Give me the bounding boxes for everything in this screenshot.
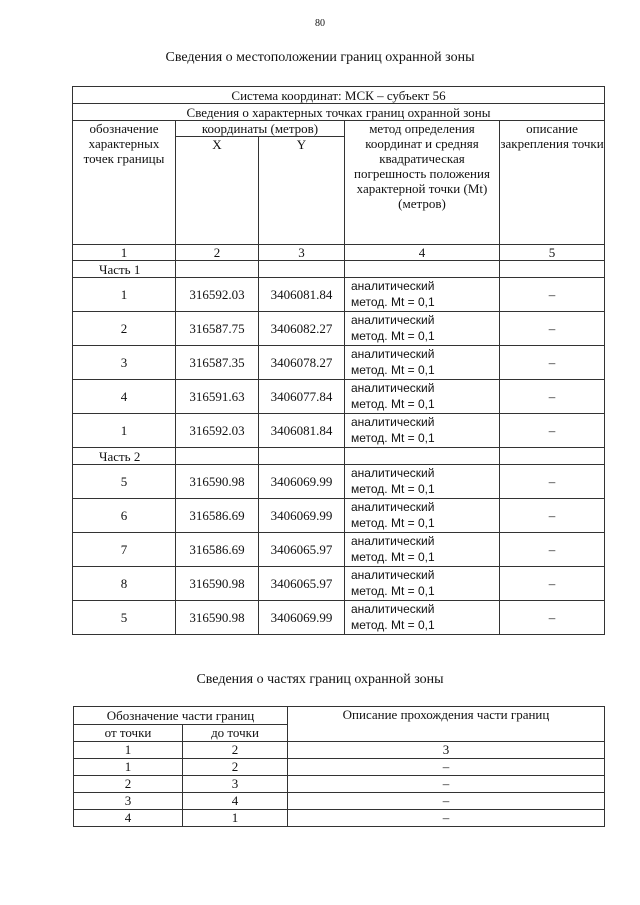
method-line1: аналитический bbox=[351, 602, 435, 616]
point-number: 2 bbox=[73, 312, 176, 346]
point-number: 1 bbox=[73, 414, 176, 448]
empty-cell bbox=[176, 261, 259, 278]
point-number: 5 bbox=[73, 601, 176, 635]
header-part: Обозначение части границ bbox=[74, 707, 288, 725]
header-coords: координаты (метров) bbox=[176, 121, 345, 137]
y-coordinate: 3406082.27 bbox=[259, 312, 345, 346]
header-fixing: описание закрепления точки bbox=[500, 121, 605, 245]
part-description: – bbox=[288, 793, 605, 810]
fixing-description: – bbox=[500, 380, 605, 414]
column-number: 1 bbox=[74, 742, 183, 759]
point-number: 6 bbox=[73, 499, 176, 533]
column-number: 4 bbox=[345, 245, 500, 261]
method-line2: метод. Mt = 0,1 bbox=[351, 363, 435, 377]
part-label: Часть 2 bbox=[73, 448, 176, 465]
empty-cell bbox=[259, 448, 345, 465]
method-cell bbox=[345, 601, 500, 635]
to-point: 1 bbox=[183, 810, 288, 827]
header-x: X bbox=[176, 137, 259, 245]
part-row bbox=[73, 448, 605, 465]
x-coordinate: 316590.98 bbox=[176, 567, 259, 601]
method-cell bbox=[345, 499, 500, 533]
x-coordinate: 316590.98 bbox=[176, 465, 259, 499]
boundary-points-table bbox=[72, 86, 605, 635]
method-line2: метод. Mt = 0,1 bbox=[351, 482, 435, 496]
point-number: 7 bbox=[73, 533, 176, 567]
y-coordinate: 3406069.99 bbox=[259, 499, 345, 533]
y-coordinate: 3406065.97 bbox=[259, 567, 345, 601]
table-row bbox=[74, 759, 605, 776]
table-row bbox=[73, 533, 605, 567]
to-point: 4 bbox=[183, 793, 288, 810]
method-line2: метод. Mt = 0,1 bbox=[351, 550, 435, 564]
x-coordinate: 316592.03 bbox=[176, 278, 259, 312]
from-point: 3 bbox=[74, 793, 183, 810]
x-coordinate: 316587.35 bbox=[176, 346, 259, 380]
x-coordinate: 316590.98 bbox=[176, 601, 259, 635]
part-description: – bbox=[288, 810, 605, 827]
point-number: 4 bbox=[73, 380, 176, 414]
fixing-description: – bbox=[500, 414, 605, 448]
to-point: 3 bbox=[183, 776, 288, 793]
x-coordinate: 316591.63 bbox=[176, 380, 259, 414]
empty-cell bbox=[345, 448, 500, 465]
table-row bbox=[73, 278, 605, 312]
method-line1: аналитический bbox=[351, 347, 435, 361]
y-coordinate: 3406069.99 bbox=[259, 465, 345, 499]
y-coordinate: 3406081.84 bbox=[259, 278, 345, 312]
method-line2: метод. Mt = 0,1 bbox=[351, 329, 435, 343]
method-line1: аналитический bbox=[351, 466, 435, 480]
header-description: Описание прохождения части границ bbox=[288, 707, 605, 742]
empty-cell bbox=[345, 261, 500, 278]
method-line1: аналитический bbox=[351, 313, 435, 327]
empty-cell bbox=[500, 448, 605, 465]
fixing-description: – bbox=[500, 499, 605, 533]
method-line2: метод. Mt = 0,1 bbox=[351, 584, 435, 598]
method-line1: аналитический bbox=[351, 568, 435, 582]
fixing-description: – bbox=[500, 278, 605, 312]
point-number: 8 bbox=[73, 567, 176, 601]
method-line1: аналитический bbox=[351, 279, 435, 293]
empty-cell bbox=[500, 261, 605, 278]
header-method: метод определения координат и средняя квадратическая погрешность положения характерной точки (Mt) (метров) bbox=[345, 121, 500, 245]
method-line1: аналитический bbox=[351, 534, 435, 548]
y-coordinate: 3406078.27 bbox=[259, 346, 345, 380]
table-row bbox=[73, 312, 605, 346]
method-line2: метод. Mt = 0,1 bbox=[351, 431, 435, 445]
fixing-description: – bbox=[500, 601, 605, 635]
fixing-description: – bbox=[500, 312, 605, 346]
x-coordinate: 316586.69 bbox=[176, 499, 259, 533]
method-line2: метод. Mt = 0,1 bbox=[351, 295, 435, 309]
table-row bbox=[73, 567, 605, 601]
column-number: 2 bbox=[176, 245, 259, 261]
y-coordinate: 3406081.84 bbox=[259, 414, 345, 448]
fixing-description: – bbox=[500, 533, 605, 567]
table-row bbox=[74, 810, 605, 827]
method-line1: аналитический bbox=[351, 381, 435, 395]
part-label: Часть 1 bbox=[73, 261, 176, 278]
header-to: до точки bbox=[183, 725, 288, 742]
x-coordinate: 316587.75 bbox=[176, 312, 259, 346]
empty-cell bbox=[259, 261, 345, 278]
method-line2: метод. Mt = 0,1 bbox=[351, 397, 435, 411]
column-number: 3 bbox=[288, 742, 605, 759]
column-number: 5 bbox=[500, 245, 605, 261]
method-line1: аналитический bbox=[351, 500, 435, 514]
method-line2: метод. Mt = 0,1 bbox=[351, 618, 435, 632]
from-point: 2 bbox=[74, 776, 183, 793]
from-point: 1 bbox=[74, 759, 183, 776]
method-cell bbox=[345, 380, 500, 414]
table-row bbox=[74, 776, 605, 793]
method-cell bbox=[345, 465, 500, 499]
point-number: 1 bbox=[73, 278, 176, 312]
header-y: Y bbox=[259, 137, 345, 245]
part-description: – bbox=[288, 759, 605, 776]
column-number: 1 bbox=[73, 245, 176, 261]
table-row bbox=[73, 499, 605, 533]
x-coordinate: 316586.69 bbox=[176, 533, 259, 567]
method-cell bbox=[345, 533, 500, 567]
point-number: 5 bbox=[73, 465, 176, 499]
boundary-parts-table bbox=[73, 706, 605, 827]
column-number: 3 bbox=[259, 245, 345, 261]
method-cell bbox=[345, 414, 500, 448]
header-from: от точки bbox=[74, 725, 183, 742]
table-row bbox=[73, 414, 605, 448]
coordinate-system: Система координат: МСК – субъект 56 bbox=[73, 87, 605, 104]
from-point: 4 bbox=[74, 810, 183, 827]
fixing-description: – bbox=[500, 346, 605, 380]
y-coordinate: 3406077.84 bbox=[259, 380, 345, 414]
table-row bbox=[73, 465, 605, 499]
part-description: – bbox=[288, 776, 605, 793]
table-row bbox=[74, 793, 605, 810]
column-number: 2 bbox=[183, 742, 288, 759]
to-point: 2 bbox=[183, 759, 288, 776]
fixing-description: – bbox=[500, 465, 605, 499]
table-row bbox=[73, 601, 605, 635]
part-row bbox=[73, 261, 605, 278]
page-title: Сведения о местоположении границ охранной зоны bbox=[165, 50, 475, 65]
table-row bbox=[73, 380, 605, 414]
empty-cell bbox=[176, 448, 259, 465]
x-coordinate: 316592.03 bbox=[176, 414, 259, 448]
method-cell bbox=[345, 567, 500, 601]
header-point: обозначение характерных точек границы bbox=[73, 121, 176, 245]
y-coordinate: 3406065.97 bbox=[259, 533, 345, 567]
method-line2: метод. Mt = 0,1 bbox=[351, 516, 435, 530]
method-line1: аналитический bbox=[351, 415, 435, 429]
table-row bbox=[73, 346, 605, 380]
method-cell bbox=[345, 312, 500, 346]
y-coordinate: 3406069.99 bbox=[259, 601, 345, 635]
page-number: 80 bbox=[315, 18, 325, 29]
section-title: Сведения о частях границ охранной зоны bbox=[196, 672, 444, 687]
method-cell bbox=[345, 346, 500, 380]
table-subtitle: Сведения о характерных точках границ охранной зоны bbox=[73, 104, 605, 121]
point-number: 3 bbox=[73, 346, 176, 380]
method-cell bbox=[345, 278, 500, 312]
fixing-description: – bbox=[500, 567, 605, 601]
